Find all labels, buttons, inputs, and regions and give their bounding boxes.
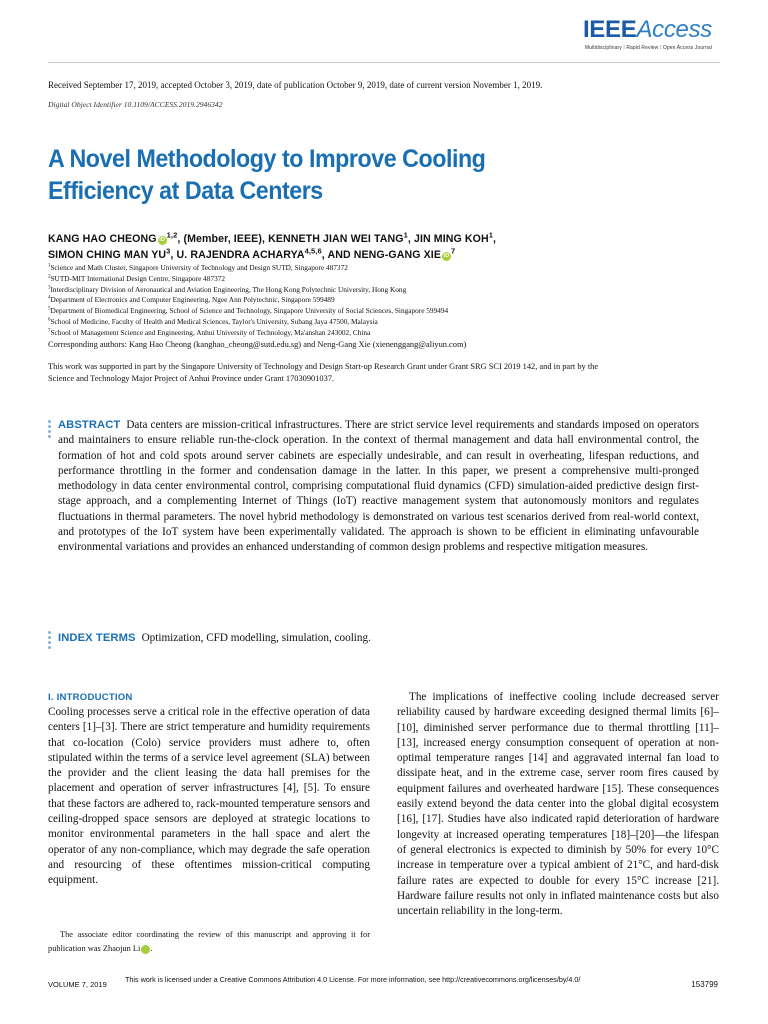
affiliation-item: $^2$SUTD-MIT International Design Centre, Singapore 487372 bbox=[48, 273, 226, 283]
editor-footnote: The associate editor coordinating the review of this manuscript and approving it for publication was Zhaojun Li iD. bbox=[48, 930, 370, 953]
abstract-marker-icon bbox=[48, 420, 51, 440]
affiliation-item: $^7$School of Management Science and Engineering, Anhui University of Technology, Ma'anshan 243002, China bbox=[48, 327, 371, 337]
section-heading: I. INTRODUCTION bbox=[48, 692, 133, 703]
footer-volume: VOLUME 7, 2019 bbox=[48, 980, 107, 989]
abstract bbox=[58, 418, 699, 556]
paper-title: A Novel Methodology to Improve Cooling Efficiency at Data Centers bbox=[48, 145, 486, 205]
funding-note: This work was supported in part by the Singapore University of Technology and Design Start-up Research Grant under Grant SRG SCI 2019 142, and in part by the Science and Technology Major Project of Anhui Province under Grant 17030901037. bbox=[48, 362, 599, 383]
author-name: AND NENG-GANG XIE bbox=[327, 249, 441, 261]
orcid-icon[interactable]: iD bbox=[159, 237, 165, 243]
left-column bbox=[48, 690, 370, 889]
index-terms-marker-icon bbox=[48, 631, 51, 651]
affiliation-item: $^6$School of Medicine, Faculty of Health and Medical Sciences, Taylor's University, Subang Jaya 47500, Malaysia bbox=[48, 316, 378, 326]
affiliation-item: $^4$Department of Electronics and Computer Engineering, Ngee Ann Polytechnic, Singapore 599489 bbox=[48, 295, 335, 305]
orcid-icon[interactable]: iD bbox=[443, 253, 450, 259]
intro-paragraph-2: The implications of ineffective cooling include decreased server reliability caused by hardware exceeding designed thermal limits [6]–[10], diminished server performance due to thermal throttling [11]–[13], increased energy consumption consequent of operation at non-optimal temperature ranges [14] and aggravated internal fan load to dissipate heat, and in the extreme case, server room fires caused by equipment failures and overheated hardware [15]. These consequences easily extend beyond the data center into the global digital ecosystem [16], [17]. Studies have also indicated rapid deterioration of hardware longevity at increased operating temperatures [18]–[20]—the lifespan of general electronics is expected to diminish by 50% for every 10°C increase in temperature over a typical ambient of 21°C, and hard-disk failure rates are expected to double for every 15°C increase [21]. Hardware failure results not only in inflated maintenance costs but also uncertain reliability in the long-term. bbox=[397, 691, 719, 918]
author-name: JIN MING KOH bbox=[413, 233, 489, 245]
corresponding-authors: Corresponding authors: Kang Hao Cheong (kanghao_cheong@sutd.edu.sg) and Neng-Gang Xie (xienenggang@aliyun.com) bbox=[48, 340, 467, 349]
affiliation-list bbox=[48, 263, 688, 339]
affiliation-item: $^3$Interdisciplinary Division of Aeronautical and Aviation Engineering, The Hong Kong Polytechnic University, Hong Kong bbox=[48, 284, 407, 294]
affiliation-item: $^5$Department of Biomedical Engineering, School of Science and Technology, Singapore University of Social Sciences, Singapore 599494 bbox=[48, 306, 449, 316]
doi-label: Digital Object Identifier bbox=[48, 100, 122, 109]
author-name: SIMON CHING MAN YU bbox=[48, 249, 167, 261]
footer-license[interactable]: This work is licensed under a Creative Commons Attribution 4.0 License. For more information, see http://creativecommons.org/licenses/by/4.0/ bbox=[125, 975, 581, 984]
affiliation-item: $^1$Science and Math Cluster, Singapore University of Technology and Design SUTD, Singapore 487372 bbox=[48, 263, 348, 272]
doi-line bbox=[48, 100, 223, 109]
footer-page-number: 153799 bbox=[691, 980, 718, 989]
logo-wordmark: IEEEAccess bbox=[582, 16, 712, 43]
index-terms-heading: INDEX TERMS bbox=[58, 632, 136, 644]
author-name: KENNETH JIAN WEI TANG bbox=[268, 233, 404, 245]
right-column bbox=[397, 690, 719, 919]
journal-logo bbox=[552, 16, 712, 51]
abstract-heading: ABSTRACT bbox=[58, 419, 121, 431]
index-terms-text: Optimization, CFD modelling, simulation, cooling. bbox=[141, 632, 371, 644]
author-name: U. RAJENDRA ACHARYA bbox=[176, 249, 305, 261]
footnote-text: The associate editor coordinating the review of this manuscript and approving it for publication was Zhaojun Li bbox=[48, 930, 370, 953]
publication-dates: Received September 17, 2019, accepted October 3, 2019, date of publication October 9, 2019, date of current version November 1, 2019. bbox=[48, 80, 543, 90]
intro-paragraph-1: Cooling processes serve a critical role in the effective operation of data centers [1]–[3]. There are strict temperature and humidity requirements that co-location (Colo) service providers must adhere to, often stipulated within the terms of a service level agreement (SLA) between the provider and the client leasing the data hall premises for the placement and operation of server infrastructures [4], [5]. To ensure that these factors are adhered to, rack-mounted temperature sensors and ceiling-dropped space sensors are deployed at strategic locations to monitor environmental parameters in the hall space and alert the operator of any non-compliance, which may degrade the safe operation and resourcing of these oftentimes mission-critical computing equipment. bbox=[48, 706, 370, 887]
author-name: KANG HAO CHEONG bbox=[48, 233, 157, 245]
doi-value[interactable]: 10.1109/ACCESS.2019.2946342 bbox=[123, 100, 223, 109]
author-list: KANG HAO CHEONG iD$^{1,2}$, (Member, IEEE), KENNETH JIAN WEI TANG$^1$, JIN MING KOH$^1$, SIMON CHING MAN $YU^3$, U. RAJENDRA ACHARYA$^{4,5,6}$, AND NENG-GANG XIE $iD^7$ bbox=[48, 230, 497, 261]
abstract-text: Data centers are mission-critical infrastructures. There are strict service level requirements and standards imposed on operators and maintainers to ensure reliable run-the-clock operation. In the context of thermal management and data hall environmental control, the formation of hot and cold spots around server cabinets are especially undesirable, and can result in overheating, lifespan reductions, and performance throttling in the former and condensation damage in the latter. In this paper, we present a comprehensive multi-pronged methodology in data center environmental control, comprising computational fluid dynamics (CFD) simulation-aided predictive design first-stage approach, and a complementing Internet of Things (IoT) reactive management system that autonomously monitors and regulates fluctuations in thermal parameters. The novel hybrid methodology is demonstrated on various test scenarios derived from real-world context, and prototypes of the IoT system have been experimentally validated. The approach is shown to be efficient in eliminating unfavourable environmental variations and provides an enhanced understanding of common design problems and respective mitigation measures. bbox=[58, 419, 699, 554]
logo-tagline: Multidisciplinary ⁞ Rapid Review ⁞ Open Access Journal bbox=[584, 45, 712, 51]
index-terms bbox=[58, 631, 698, 646]
orcid-icon[interactable]: iD bbox=[141, 945, 150, 954]
header-divider bbox=[48, 62, 720, 63]
